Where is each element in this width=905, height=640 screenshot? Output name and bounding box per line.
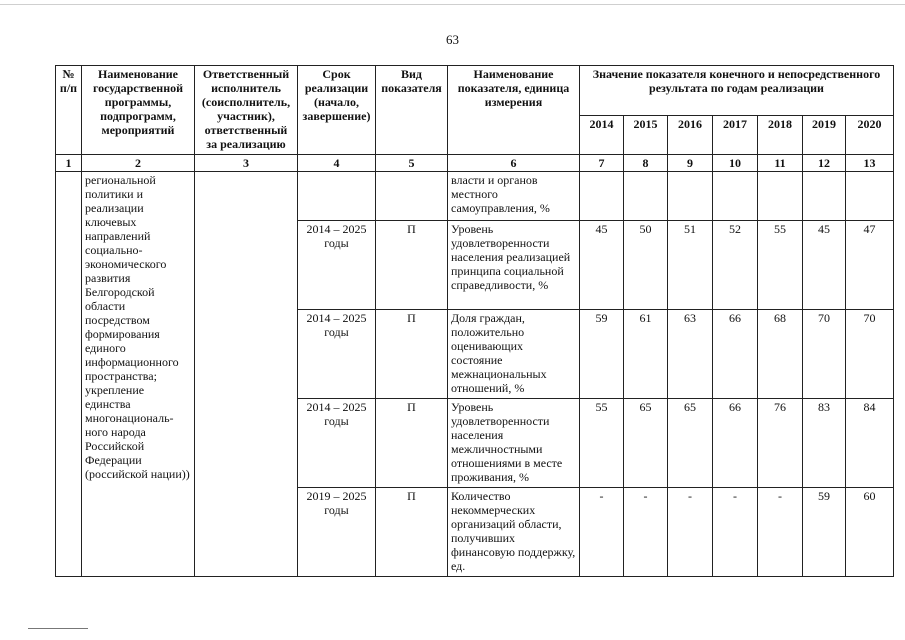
- header-year: 2017: [713, 116, 758, 155]
- column-number: 7: [580, 155, 624, 172]
- column-number: 2: [82, 155, 195, 172]
- header-term: Срок реализации (начало, завершение): [298, 66, 376, 155]
- value-cell: [758, 172, 803, 221]
- value-cell: [713, 172, 758, 221]
- column-number: 3: [195, 155, 298, 172]
- value-cell: [803, 172, 846, 221]
- header-row: [56, 66, 894, 116]
- header-year: 2019: [803, 116, 846, 155]
- value-cell: 66: [713, 310, 758, 399]
- value-cell: 45: [580, 221, 624, 310]
- type-cell: [376, 172, 448, 221]
- column-number: 10: [713, 155, 758, 172]
- value-cell: 65: [668, 399, 713, 488]
- term-cell: 2014 – 2025 годы: [298, 221, 376, 310]
- indicator-cell: Уровень удовлетворенности населения межличностными отношениями в месте проживания, %: [448, 399, 580, 488]
- table-row: [56, 172, 894, 221]
- term-cell: 2014 – 2025 годы: [298, 310, 376, 399]
- value-cell: -: [668, 488, 713, 577]
- indicator-cell: Количество некоммерческих организаций области, получивших финансовую поддержку, ед.: [448, 488, 580, 577]
- header-name: Наименование государственной программы, подпрограмм, мероприятий: [82, 66, 195, 155]
- value-cell: -: [758, 488, 803, 577]
- header-year: 2018: [758, 116, 803, 155]
- header-year: 2016: [668, 116, 713, 155]
- header-responsible: Ответственный исполнитель (соисполнитель, участник), ответственный за реализацию: [195, 66, 298, 155]
- value-cell: -: [713, 488, 758, 577]
- header-year: 2014: [580, 116, 624, 155]
- value-cell: 50: [624, 221, 668, 310]
- header-type: Вид показателя: [376, 66, 448, 155]
- header-year: 2015: [624, 116, 668, 155]
- value-cell: [624, 172, 668, 221]
- top-scan-line: [0, 4, 905, 5]
- value-cell: 51: [668, 221, 713, 310]
- column-number-row: [56, 155, 894, 172]
- value-cell: -: [624, 488, 668, 577]
- value-cell: 55: [758, 221, 803, 310]
- value-cell: 55: [580, 399, 624, 488]
- header-num: № п/п: [56, 66, 82, 155]
- column-number: 1: [56, 155, 82, 172]
- value-cell: 52: [713, 221, 758, 310]
- column-number: 4: [298, 155, 376, 172]
- column-number: 9: [668, 155, 713, 172]
- value-cell: 70: [846, 310, 894, 399]
- value-cell: 83: [803, 399, 846, 488]
- column-number: 13: [846, 155, 894, 172]
- row-number-cell: [56, 172, 82, 577]
- term-cell: 2019 – 2025 годы: [298, 488, 376, 577]
- value-cell: 84: [846, 399, 894, 488]
- value-cell: 63: [668, 310, 713, 399]
- value-cell: 70: [803, 310, 846, 399]
- value-cell: 65: [624, 399, 668, 488]
- value-cell: 59: [803, 488, 846, 577]
- value-cell: 59: [580, 310, 624, 399]
- responsible-cell: [195, 172, 298, 577]
- header-indicator: Наименование показателя, единица измерения: [448, 66, 580, 155]
- column-number: 12: [803, 155, 846, 172]
- type-cell: П: [376, 399, 448, 488]
- term-cell: [298, 172, 376, 221]
- value-cell: 68: [758, 310, 803, 399]
- value-cell: 66: [713, 399, 758, 488]
- type-cell: П: [376, 310, 448, 399]
- value-cell: [580, 172, 624, 221]
- column-number: 8: [624, 155, 668, 172]
- column-number: 6: [448, 155, 580, 172]
- type-cell: П: [376, 488, 448, 577]
- value-cell: 47: [846, 221, 894, 310]
- term-cell: 2014 – 2025 годы: [298, 399, 376, 488]
- column-number: 11: [758, 155, 803, 172]
- indicator-cell: Доля граждан, положительно оценивающих состояние межнациональных отношений, %: [448, 310, 580, 399]
- value-cell: 60: [846, 488, 894, 577]
- value-cell: 61: [624, 310, 668, 399]
- value-cell: [668, 172, 713, 221]
- program-name-cell: региональной политики и реализации ключевых направлений социально-экономического развития Белгородской области посредством формирования единого информационного пространства; укрепление единства многонациональ-ного народа Российской Федерации (российской нации)): [82, 172, 195, 577]
- indicator-table: [55, 65, 894, 577]
- value-cell: -: [580, 488, 624, 577]
- indicator-cell: Уровень удовлетворенности населения реализацией принципа социальной справедливости, %: [448, 221, 580, 310]
- column-number: 5: [376, 155, 448, 172]
- value-cell: [846, 172, 894, 221]
- value-cell: 45: [803, 221, 846, 310]
- type-cell: П: [376, 221, 448, 310]
- value-cell: 76: [758, 399, 803, 488]
- header-values-group: Значение показателя конечного и непосредственного результата по годам реализации: [580, 66, 894, 116]
- header-year: 2020: [846, 116, 894, 155]
- page-number: 63: [446, 32, 459, 47]
- indicator-cell: власти и органов местного самоуправления, %: [448, 172, 580, 221]
- scan-mark: [28, 628, 88, 629]
